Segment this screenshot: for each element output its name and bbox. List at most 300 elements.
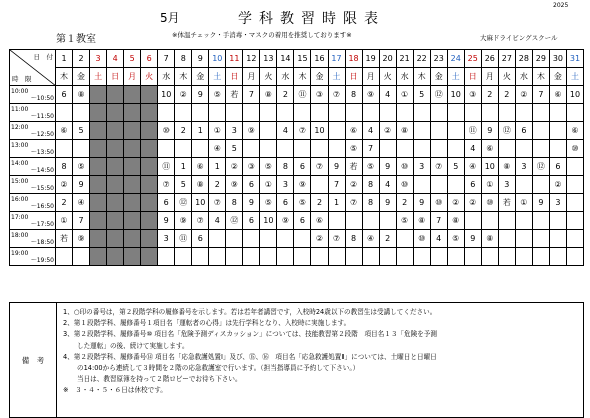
lesson-cell (396, 104, 413, 122)
lesson-cell: ② (515, 86, 532, 104)
date-cell: 5 (124, 50, 141, 68)
closed-cell (124, 158, 141, 176)
lesson-cell (481, 104, 498, 122)
lesson-cell: ⑥ (566, 122, 583, 140)
closed-cell (124, 194, 141, 212)
lesson-cell: ① (56, 212, 73, 230)
date-cell: 6 (141, 50, 158, 68)
lesson-cell: ① (515, 194, 532, 212)
lesson-cell: 2 (481, 86, 498, 104)
lesson-cell (260, 122, 277, 140)
period-end: ～18:50 (30, 238, 54, 246)
weekday-cell: 月 (362, 68, 379, 86)
lesson-cell: ⑤ (447, 230, 464, 248)
lesson-cell (566, 230, 583, 248)
lesson-cell: ⑪ (464, 122, 481, 140)
lesson-cell (209, 104, 226, 122)
lesson-cell: ⑦ (311, 158, 328, 176)
lesson-cell: 10 (260, 212, 277, 230)
date-cell: 10 (209, 50, 226, 68)
date-cell: 28 (515, 50, 532, 68)
date-cell: 20 (379, 50, 396, 68)
period-end: ～13:50 (30, 148, 54, 156)
lesson-cell (345, 212, 362, 230)
lesson-cell (515, 104, 532, 122)
closed-cell (107, 212, 124, 230)
lesson-cell (430, 122, 447, 140)
notes-label: 備 考 (10, 303, 57, 418)
weekday-cell: 月 (243, 68, 260, 86)
weekday-cell: 土 (209, 68, 226, 86)
lesson-cell: 2 (209, 176, 226, 194)
lesson-cell (413, 248, 430, 266)
lesson-cell: 9 (243, 194, 260, 212)
lesson-cell: 9 (73, 176, 90, 194)
lesson-cell: 4 (379, 86, 396, 104)
lesson-cell (260, 104, 277, 122)
lesson-cell: 6 (549, 158, 566, 176)
lesson-cell: 5 (73, 122, 90, 140)
closed-cell (107, 140, 124, 158)
lesson-cell: 9 (532, 194, 549, 212)
lesson-cell (413, 122, 430, 140)
closed-cell (107, 86, 124, 104)
lesson-cell: 6 (277, 194, 294, 212)
lesson-cell: ② (464, 194, 481, 212)
lesson-cell: ⑤ (73, 158, 90, 176)
lesson-cell (498, 248, 515, 266)
period-row (10, 248, 584, 266)
lesson-cell: ⑦ (294, 122, 311, 140)
lesson-cell (481, 248, 498, 266)
lesson-cell: 1 (209, 158, 226, 176)
lesson-cell: 8 (345, 86, 362, 104)
date-cell: 26 (481, 50, 498, 68)
weekday-cell: 月 (124, 68, 141, 86)
lesson-cell: ① (209, 122, 226, 140)
lesson-cell (56, 104, 73, 122)
closed-cell (141, 104, 158, 122)
closed-cell (141, 248, 158, 266)
period-row (10, 140, 584, 158)
lesson-cell: ⑥ (56, 122, 73, 140)
period-row (10, 122, 584, 140)
lesson-cell: 5 (413, 86, 430, 104)
lesson-cell: ② (311, 230, 328, 248)
lesson-cell (532, 176, 549, 194)
date-cell: 4 (107, 50, 124, 68)
lesson-cell (447, 248, 464, 266)
weekday-cell: 月 (481, 68, 498, 86)
lesson-cell: 3 (498, 176, 515, 194)
lesson-cell: ⑩ (413, 230, 430, 248)
lesson-cell (73, 104, 90, 122)
closed-cell (141, 176, 158, 194)
lesson-cell: 10 (481, 158, 498, 176)
weekday-cell: 火 (498, 68, 515, 86)
lesson-cell: 若 (56, 230, 73, 248)
date-cell: 29 (532, 50, 549, 68)
lesson-cell (532, 230, 549, 248)
lesson-cell: 7 (243, 86, 260, 104)
lesson-cell: ⑦ (328, 230, 345, 248)
period-row (10, 158, 584, 176)
period-time (10, 86, 56, 104)
lesson-cell: 9 (379, 158, 396, 176)
lesson-cell: 7 (532, 86, 549, 104)
lesson-cell: 6 (243, 212, 260, 230)
lesson-cell (532, 122, 549, 140)
period-time (10, 194, 56, 212)
lesson-cell (260, 248, 277, 266)
lesson-cell (158, 140, 175, 158)
lesson-cell: 9 (481, 122, 498, 140)
lesson-cell (192, 248, 209, 266)
closed-cell (124, 104, 141, 122)
lesson-cell: ① (396, 86, 413, 104)
lesson-cell: ① (260, 176, 277, 194)
lesson-cell: ⑤ (209, 86, 226, 104)
lesson-cell (498, 140, 515, 158)
lesson-cell (311, 104, 328, 122)
weekday-cell: 木 (532, 68, 549, 86)
lesson-cell: 8 (277, 158, 294, 176)
lesson-cell (566, 104, 583, 122)
lesson-cell: 若 (345, 158, 362, 176)
lesson-cell: ⑪ (294, 86, 311, 104)
closed-cell (124, 140, 141, 158)
closed-cell (107, 158, 124, 176)
lesson-cell: 3 (549, 194, 566, 212)
lesson-cell: 6 (243, 176, 260, 194)
timetable (9, 49, 584, 266)
lesson-cell (277, 230, 294, 248)
closed-cell (107, 248, 124, 266)
lesson-cell: 2 (56, 194, 73, 212)
date-cell: 7 (158, 50, 175, 68)
date-cell: 16 (311, 50, 328, 68)
lesson-cell (56, 248, 73, 266)
lesson-cell (430, 140, 447, 158)
lesson-cell (243, 230, 260, 248)
note-line: ※ ３・４・５・６日は休校です。 (63, 386, 167, 395)
lesson-cell (413, 176, 430, 194)
lesson-cell (379, 140, 396, 158)
corner-header (10, 50, 56, 86)
closed-cell (124, 176, 141, 194)
weekday-cell: 水 (515, 68, 532, 86)
lesson-cell: ⑧ (447, 212, 464, 230)
lesson-cell (566, 158, 583, 176)
lesson-cell: 5 (226, 140, 243, 158)
lesson-cell: ③ (464, 86, 481, 104)
lesson-cell (158, 248, 175, 266)
lesson-cell: ② (226, 158, 243, 176)
closed-cell (90, 194, 107, 212)
lesson-cell: ⑦ (158, 176, 175, 194)
lesson-cell: ⑫ (226, 212, 243, 230)
lesson-cell: ⑩ (158, 122, 175, 140)
lesson-cell (209, 248, 226, 266)
note-line: 1、○印の番号は，第２段階学科の履修番号を示します。若は若年者講習です，入校時24歳以下の教習生は受講してください。 (63, 308, 437, 316)
lesson-cell: ⑨ (226, 176, 243, 194)
lesson-cell: 4 (430, 230, 447, 248)
lesson-cell: 10 (311, 122, 328, 140)
lesson-cell (311, 248, 328, 266)
note-line: 当日は、教習原簿を持って２階ロビーでお待ち下さい。 (77, 375, 242, 384)
closed-cell (90, 248, 107, 266)
date-cell: 31 (566, 50, 583, 68)
lesson-cell: 7 (362, 140, 379, 158)
lesson-cell: 9 (328, 158, 345, 176)
lesson-cell (328, 140, 345, 158)
period-row (10, 212, 584, 230)
weekday-cell: 土 (90, 68, 107, 86)
lesson-cell (362, 248, 379, 266)
lesson-cell: ⑦ (345, 194, 362, 212)
lesson-cell: ⑤ (294, 194, 311, 212)
period-time (10, 212, 56, 230)
lesson-cell (226, 248, 243, 266)
closed-cell (90, 230, 107, 248)
lesson-cell: ⑧ (498, 158, 515, 176)
closed-cell (107, 104, 124, 122)
period-time (10, 104, 56, 122)
lesson-cell (566, 194, 583, 212)
lesson-cell: ⑩ (481, 194, 498, 212)
lesson-cell (413, 104, 430, 122)
lesson-cell: 1 (175, 158, 192, 176)
lesson-cell: 10 (447, 86, 464, 104)
lesson-cell (396, 140, 413, 158)
lesson-cell (362, 104, 379, 122)
date-cell: 12 (243, 50, 260, 68)
lesson-cell: ③ (243, 158, 260, 176)
lesson-cell: 3 (226, 122, 243, 140)
period-end: ～11:50 (30, 112, 54, 120)
lesson-cell: ⑨ (277, 212, 294, 230)
period-start: 14:00 (11, 159, 29, 167)
lesson-cell (481, 212, 498, 230)
closed-cell (90, 176, 107, 194)
lesson-cell (260, 230, 277, 248)
lesson-cell: 8 (56, 158, 73, 176)
lesson-cell: ⑥ (481, 140, 498, 158)
room-label: 第１教室 (56, 34, 96, 45)
lesson-cell (311, 176, 328, 194)
page-title: 学科教習時限表 (238, 11, 385, 27)
date-cell: 22 (413, 50, 430, 68)
period-time (10, 158, 56, 176)
weekday-cell: 金 (549, 68, 566, 86)
school-name: 大麻ドライビングスクール (480, 34, 558, 42)
weekday-cell: 日 (107, 68, 124, 86)
lesson-cell: ⑫ (430, 86, 447, 104)
period-end: ～17:50 (30, 220, 54, 228)
lesson-cell: ⑦ (430, 158, 447, 176)
lesson-cell (243, 248, 260, 266)
note-line: した運転」の後、続けて実施します。 (77, 341, 189, 350)
closed-cell (107, 122, 124, 140)
lesson-cell: 5 (447, 158, 464, 176)
lesson-cell (175, 248, 192, 266)
lesson-cell (209, 230, 226, 248)
lesson-cell: ④ (464, 158, 481, 176)
lesson-cell: 8 (345, 230, 362, 248)
lesson-cell: 3 (158, 230, 175, 248)
date-cell: 19 (362, 50, 379, 68)
date-cell: 25 (464, 50, 481, 68)
lesson-cell (447, 122, 464, 140)
lesson-cell (566, 248, 583, 266)
lesson-cell (515, 230, 532, 248)
period-end: ～15:50 (30, 184, 54, 192)
note-line: 4、第２段階学科、履修番号⑭ 項目名「応急救護処置Ⅰ」及び、⑮、⑯ 項目名「応急救護処置Ⅱ」については、土曜日と日曜日 (63, 352, 437, 361)
notes-body (57, 303, 583, 397)
period-start: 13:00 (11, 141, 29, 149)
lesson-cell: ⑤ (396, 212, 413, 230)
lesson-cell: 7 (430, 212, 447, 230)
weekday-cell: 水 (158, 68, 175, 86)
closed-cell (141, 230, 158, 248)
lesson-cell (158, 104, 175, 122)
lesson-cell: ② (549, 176, 566, 194)
lesson-cell: 4 (209, 212, 226, 230)
lesson-cell: ⑨ (73, 230, 90, 248)
lesson-cell: ⑩ (396, 176, 413, 194)
closed-cell (107, 230, 124, 248)
closed-cell (107, 176, 124, 194)
weekday-cell: 火 (260, 68, 277, 86)
period-time (10, 140, 56, 158)
lesson-cell (328, 122, 345, 140)
period-start: 18:00 (11, 231, 29, 239)
lesson-cell: 2 (175, 122, 192, 140)
lesson-cell (294, 248, 311, 266)
note-line: の14:00から連続して３時間を２階の応急救護室で行います。（担当指導員に予約して下さい。） (77, 364, 360, 373)
period-start: 15:00 (11, 177, 29, 185)
weekday-cell: 金 (192, 68, 209, 86)
lesson-cell (328, 212, 345, 230)
lesson-cell (294, 230, 311, 248)
lesson-cell: 6 (158, 194, 175, 212)
lesson-cell: 8 (362, 194, 379, 212)
lesson-cell: ⑥ (192, 158, 209, 176)
lesson-cell: 4 (464, 140, 481, 158)
period-time (10, 230, 56, 248)
lesson-cell: 7 (73, 212, 90, 230)
lesson-cell (175, 104, 192, 122)
lesson-cell: 8 (362, 176, 379, 194)
lesson-cell (175, 140, 192, 158)
lesson-cell: 9 (464, 230, 481, 248)
lesson-cell: 4 (379, 176, 396, 194)
period-start: 11:00 (11, 105, 29, 113)
lesson-cell (362, 212, 379, 230)
lesson-cell: ② (447, 194, 464, 212)
date-cell: 11 (226, 50, 243, 68)
lesson-cell (379, 212, 396, 230)
period-row (10, 194, 584, 212)
lesson-cell: ⑨ (294, 176, 311, 194)
lesson-cell (277, 104, 294, 122)
lesson-cell: 8 (226, 194, 243, 212)
lesson-cell (498, 230, 515, 248)
lesson-cell: ⑪ (175, 230, 192, 248)
lesson-cell (498, 104, 515, 122)
lesson-cell: 6 (192, 230, 209, 248)
period-end: ～12:50 (30, 130, 54, 138)
period-start: 12:00 (11, 123, 29, 131)
period-row (10, 104, 584, 122)
month-label: 5月 (160, 11, 180, 25)
lesson-cell: 4 (362, 122, 379, 140)
lesson-cell: ⑩ (396, 158, 413, 176)
closed-cell (107, 194, 124, 212)
weekday-cell: 日 (226, 68, 243, 86)
closed-cell (141, 158, 158, 176)
lesson-cell: ⑧ (192, 176, 209, 194)
lesson-cell (430, 176, 447, 194)
date-cell: 17 (328, 50, 345, 68)
closed-cell (141, 140, 158, 158)
lesson-cell: ⑫ (175, 194, 192, 212)
lesson-cell: 2 (379, 230, 396, 248)
lesson-cell (549, 248, 566, 266)
weekday-cell: 土 (566, 68, 583, 86)
lesson-cell: 3 (413, 158, 430, 176)
lesson-cell: 2 (498, 86, 515, 104)
lesson-cell: 9 (379, 194, 396, 212)
hygiene-notice: ※体温チェック・手消毒・マスクの着用を推奨しております※ (172, 31, 352, 39)
weekday-cell: 土 (328, 68, 345, 86)
lesson-cell: ⑤ (260, 194, 277, 212)
lesson-cell: ① (481, 176, 498, 194)
lesson-cell: ⑧ (73, 86, 90, 104)
lesson-cell (73, 248, 90, 266)
lesson-cell: ⑦ (209, 194, 226, 212)
lesson-cell (566, 176, 583, 194)
lesson-cell (447, 140, 464, 158)
weekday-cell: 金 (73, 68, 90, 86)
closed-cell (90, 122, 107, 140)
lesson-cell: ⑨ (175, 212, 192, 230)
lesson-cell: 若 (498, 194, 515, 212)
weekday-cell: 土 (447, 68, 464, 86)
lesson-cell (396, 248, 413, 266)
weekday-cell: 木 (294, 68, 311, 86)
lesson-cell (532, 140, 549, 158)
period-time (10, 176, 56, 194)
lesson-cell: ⑨ (362, 86, 379, 104)
lesson-cell (566, 212, 583, 230)
period-end: ～16:50 (30, 202, 54, 210)
lesson-cell: 1 (328, 194, 345, 212)
lesson-cell: ③ (311, 86, 328, 104)
period-row (10, 230, 584, 248)
corner-date-label: 日 付 (33, 53, 53, 61)
lesson-cell: ⑥ (549, 86, 566, 104)
lesson-cell (430, 104, 447, 122)
lesson-cell (532, 248, 549, 266)
lesson-cell (498, 212, 515, 230)
weekday-cell: 木 (413, 68, 430, 86)
period-row (10, 176, 584, 194)
lesson-cell (464, 212, 481, 230)
weekday-cell: 日 (464, 68, 481, 86)
weekday-cell: 金 (311, 68, 328, 86)
lesson-cell (413, 140, 430, 158)
